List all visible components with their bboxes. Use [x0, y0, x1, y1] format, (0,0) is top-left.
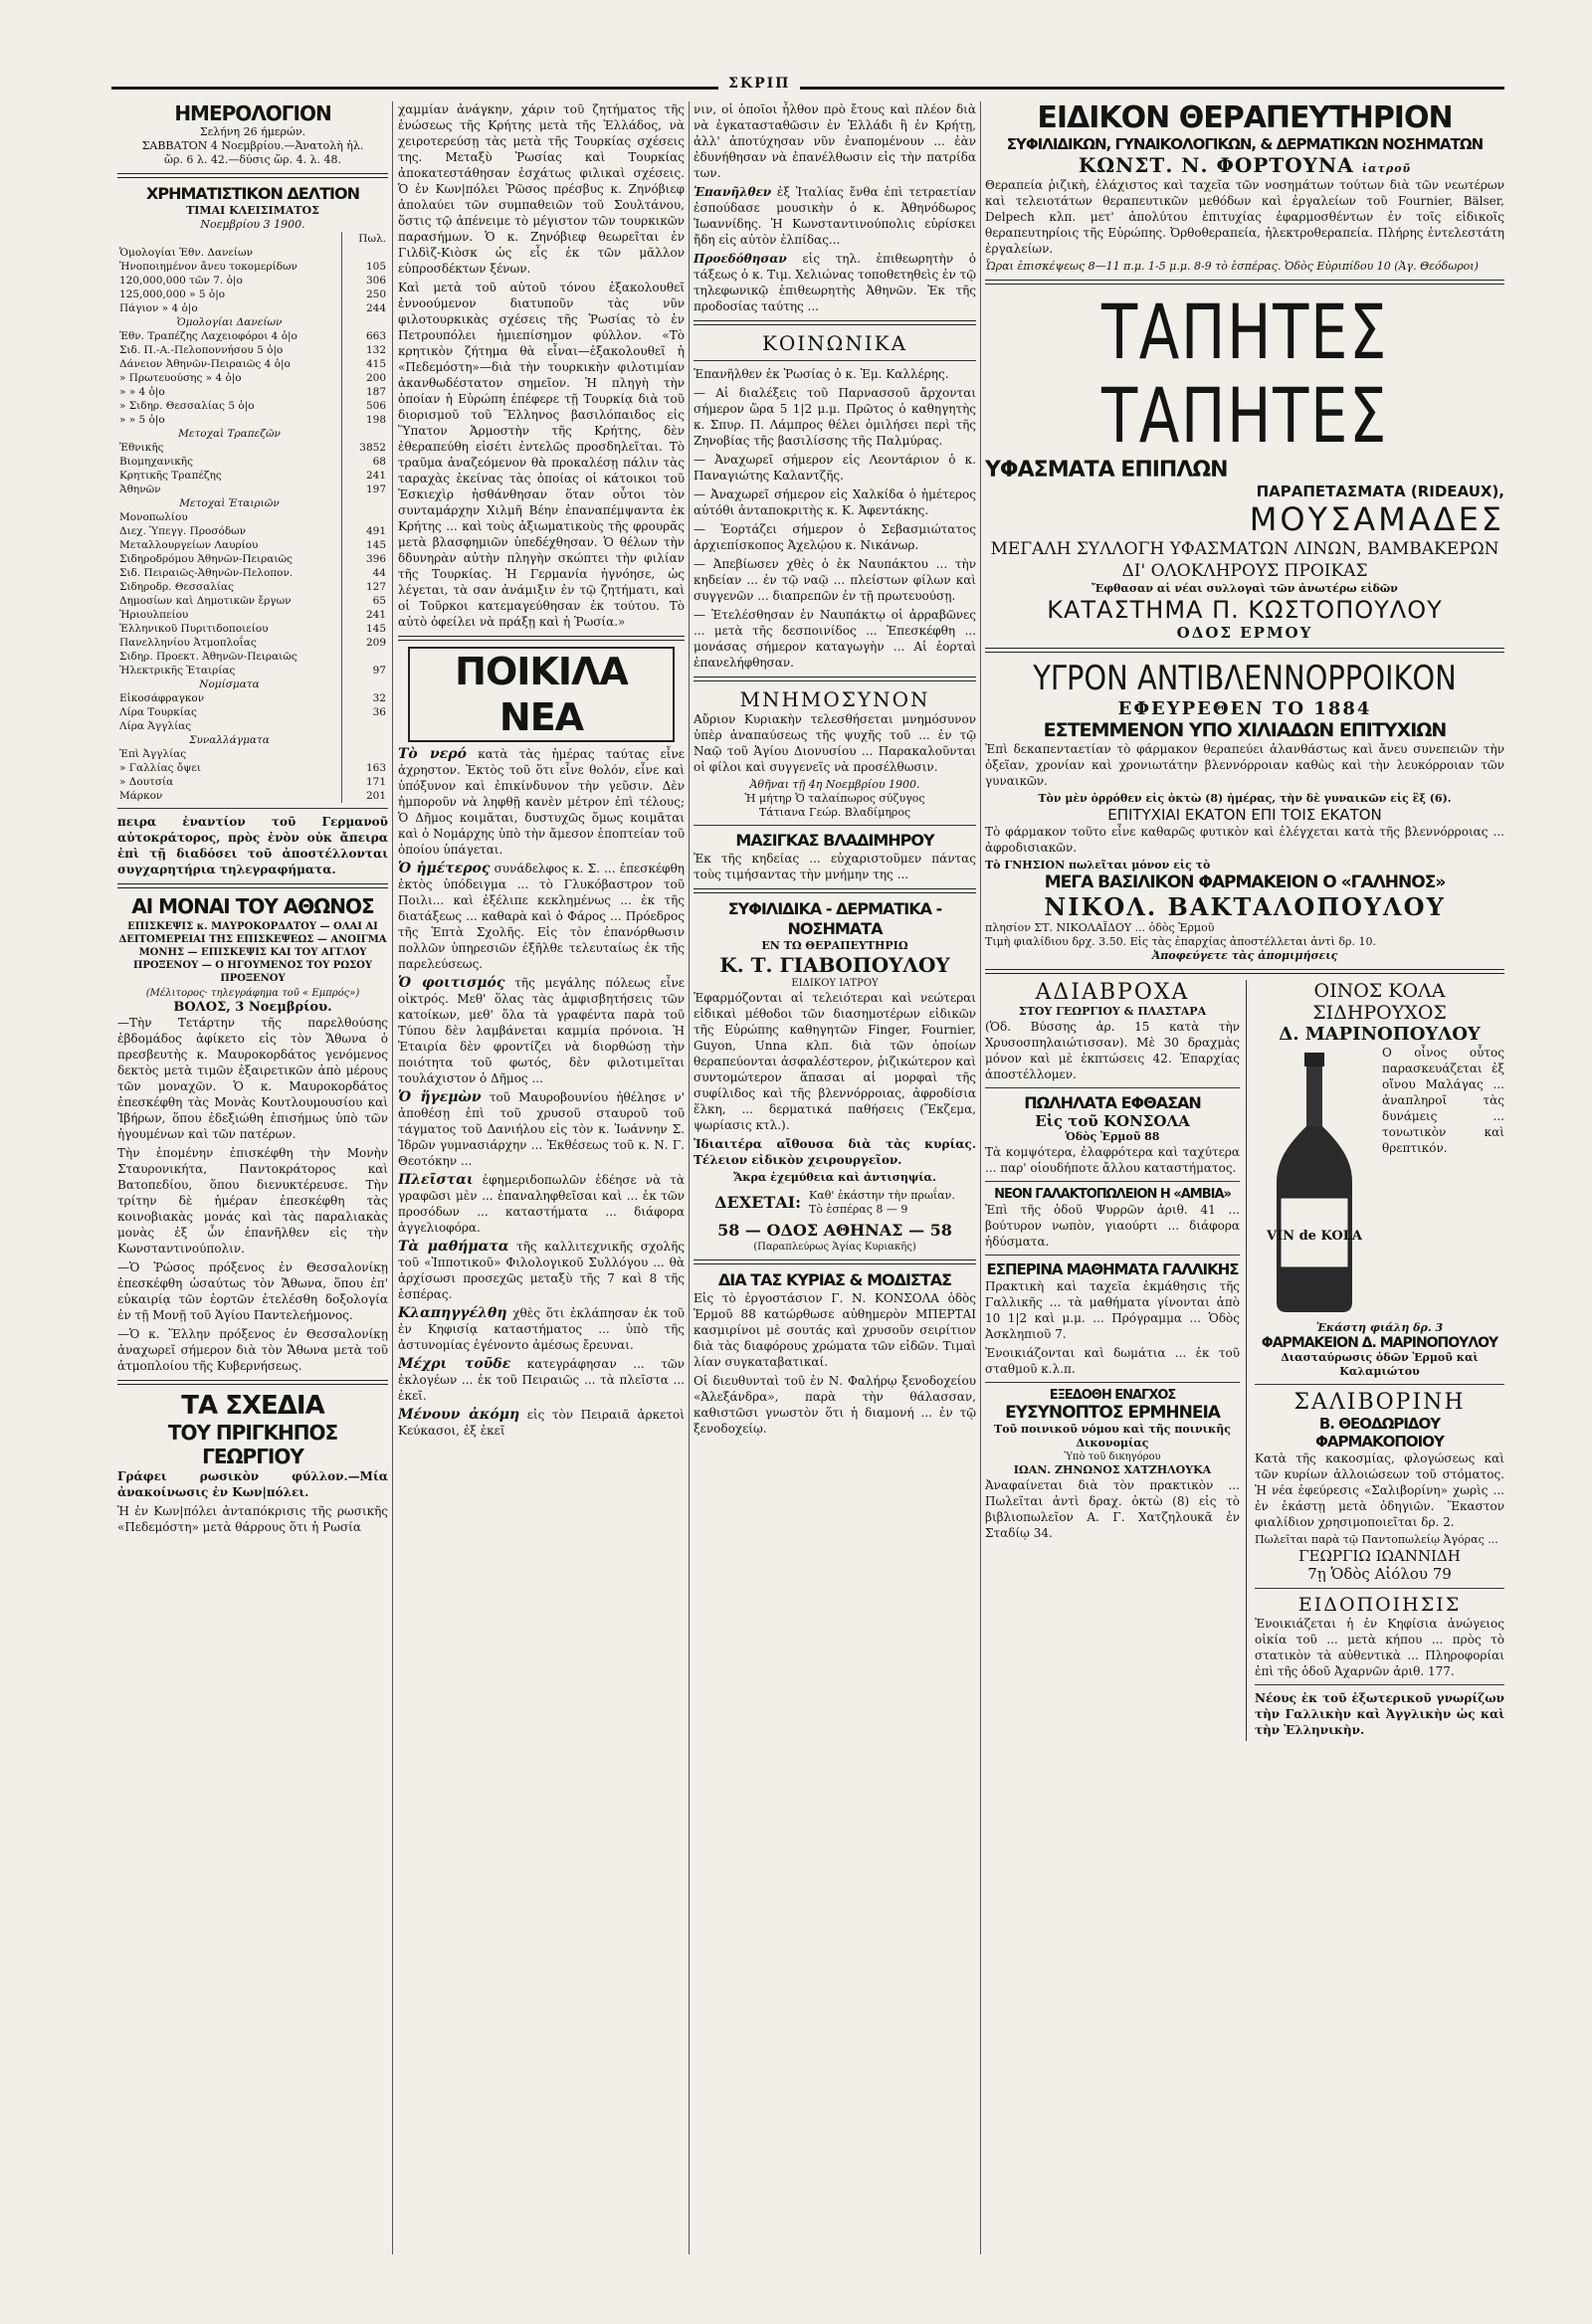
- syph-sub: ΕΝ ΤΩ ΘΕΡΑΠΕΥΤΗΡΙΩ: [761, 939, 908, 952]
- rates-value: 197: [342, 483, 389, 496]
- poikila-item-head: Ὁ φοιτισμός: [398, 975, 505, 991]
- column-3: [694, 101, 976, 2254]
- poikila-item: [398, 1172, 685, 1236]
- rates-label: Σιδ. Π.-Α.-Πελοποννήσου 5 ὀ|ο: [119, 344, 284, 356]
- column-1: [117, 101, 388, 2254]
- rates-value: 306: [342, 274, 389, 288]
- poikila-item: [398, 1356, 685, 1404]
- monai-para: Τὴν ἑπομένην ἐπισκέφθη τὴν Μονὴν Σταυρονικήτα, Παντοκράτορος καὶ Βατοπεδίου, ὅπου διενυκτέρευσε. Τὴν τρίτην δὲ ἡμέραν ἐπεσκέφθη τὰς κοινοβιακὰς μονάς καὶ τὰς παραλιακὰς μονὰς ἐξ ὧν ἐπανῆλθεν εἰς τὴν Κωνσταντινούπολιν.: [117, 1146, 388, 1256]
- koinonika-item: — Ἐτελέσθησαν ἐν Ναυπάκτῳ οἱ ἀρραβῶνες ... μετὰ τῆς δεσποινίδος ... Ἐπεσκέφθη ... μονάσας σήμερον καταγωγὴν ... Αἱ ἑορταὶ ἐπανελήφθησαν.: [694, 608, 976, 670]
- rates-label: Λίρα Τουρκίας: [119, 706, 197, 718]
- oinos-price: Ἑκάστη φιάλη δρ. 3: [1315, 1321, 1444, 1334]
- adiavrocha-title: ΑΔΙΑΒΡΟΧΑ: [1035, 980, 1190, 1005]
- col3-para: νιν, οἱ ὁποῖοι ἦλθον πρὸ ἔτους καὶ πλέον διὰ νὰ ἐγκατασταθῶσιν ἐν Ἑλλάδι ἢ ἐν Κρήτῃ, ἀλλ' ἀποτύχησαν νῦν ἐναπομένουν ... ἐὰν ἐδυνήθησαν νὰ ἐπανέλθωσιν εἰς τὴν πατρίδα των.: [694, 102, 976, 180]
- rates-row: [117, 650, 388, 664]
- rates-value: 200: [342, 371, 389, 385]
- ygron-line1: ΕΦΕΥΡΕΘΕΝ ΤΟ 1884: [1117, 698, 1372, 719]
- ygron-line5: Τὸ φάρμακον τοῦτο εἶνε καθαρῶς φυτικὸν καὶ ἐλέγχεται κατὰ τῆς βλεννόρροιας ... ἀφροδισιακῶν.: [985, 825, 1504, 855]
- rates-label: » Γαλλίας ὄψει: [119, 762, 201, 774]
- therap-text: Θεραπεία ῥιζικὴ, ἐλάχιστος καὶ ταχεῖα τῶν νοσημάτων τούτων διὰ τῶν νεωτέρων καὶ τελειοτάτων θεραπευτικῶν μεθόδων καὶ ἐργαλείων τοῦ Fournier, Bälser, Delpech κλπ. μετ' ἀπολύτου ἐπιτυχίας ἐφαρμοσθέντων ἐν τοῖς εἰδικοῖς θεραπευτηρίοις τῆς Εὐρώπης. Ὀρθοθεραπεία, ἠλεκτροθεραπεία. Πλήρης ἐντελεστάτη ἐργαλείων.: [985, 178, 1504, 256]
- rates-label: » Σιδηρ. Θεσσαλίας 5 ὀ|ο: [119, 400, 255, 412]
- rates-row: [117, 385, 388, 399]
- market-title: ΧΡΗΜΑΤΙΣΤΙΚΟΝ ΔΕΛΤΙΟΝ: [146, 184, 359, 203]
- rates-label: Λίρα Ἀγγλίας: [119, 720, 192, 732]
- rates-value: [342, 427, 389, 441]
- ygron-title: ΥΓΡΟΝ ΑΝΤΙΒΛΕΝΝΟΡΡΟΙΚΟΝ: [1033, 659, 1457, 698]
- syph-address: 58 — ΟΔΟΣ ΑΘΗΝΑΣ — 58: [717, 1221, 952, 1240]
- rates-value: [342, 719, 389, 733]
- rates-row: [117, 455, 388, 469]
- ygron-text: Ἐπὶ δεκαπενταετίαν τὸ φάρμακον θεραπεύει ἀλανθάστως καὶ ἄνευ συνεπειῶν τὴν ὀξεῖαν, χρονίαν καὶ χρονιωτάτην βλεννόρροιαν καθὼς καὶ τὴν λευκόρροιαν τῶν γυναικῶν.: [985, 742, 1504, 788]
- monai-para: —Ὁ Ῥώσος πρόξενος ἐν Θεσσαλονίκῃ ἐπεσκέφθη ὡσαύτως τὸν Ἄθωνα, ὅπου ἐπ' εὐκαιρίᾳ τῶν ἑορτῶν ἐτελέσθη δοξολογία ἐν τῇ Μονῇ τοῦ Ἁγίου Παντελεήμονος.: [117, 1260, 388, 1322]
- rates-row: [117, 733, 388, 747]
- rates-value: 36: [342, 705, 389, 719]
- rates-value-header: Πωλ.: [342, 232, 389, 246]
- sxedia-para: Γράφει ρωσικὸν φύλλον.—Μία ἀνακοίνωσις ἐν Κων|πόλει.: [117, 1469, 388, 1499]
- monai-para: —Ὁ κ. Ἕλλην πρόξενος ἐν Θεσσαλονίκῃ ἀναχωρεῖ σήμερον διὰ τὸν Ἄθωνα μετὰ τοῦ ἀτμοπλοίου τῆς Κυβερνήσεως.: [117, 1327, 388, 1373]
- rates-label: Βιομηχανικῆς: [119, 456, 193, 468]
- koinonika-item: Ἐπανῆλθεν ἐκ Ῥωσίας ὁ κ. Ἐμ. Καλλέρης.: [694, 367, 949, 381]
- rates-row: [117, 524, 388, 538]
- rates-value: 68: [342, 455, 389, 469]
- oinos-column: [1255, 980, 1504, 1741]
- rates-row: [117, 608, 388, 622]
- salivorini-sub: Β. ΘΕΟΔΩΡΙΔΟΥ ΦΑΡΜΑΚΟΠΟΙΟΥ: [1315, 1415, 1444, 1451]
- rates-row: [117, 705, 388, 719]
- mnimosynon-sig2: Τάτιανα Γεώρ. Βλαδίμηρος: [758, 806, 911, 819]
- rates-row: [117, 510, 388, 524]
- rates-value: 201: [342, 789, 389, 803]
- rates-value: [342, 315, 389, 329]
- monai-lead: ΕΠΙΣΚΕΨΙΣ κ. ΜΑΥΡΟΚΟΡΔΑΤΟΥ — ΟΛΑΙ ΑΙ ΔΕΙΤΟΜΕΡΕΙΑΙ ΤΗΣ ΕΠΙΣΚΕΨΕΩΣ — ΑΝΟΙΓΜΑ ΜΟΝΗΣ — ΕΠΙΣΚΕΨΙΣ ΚΑΙ ΤΟΥ ΑΓΓΛΟΥ ΠΡΟΞΕΝΟΥ — Ο ΗΓΟΥΜΕΝΟΣ ΤΟΥ ΡΩΣΟΥ ΠΡΟΞΕΝΟΥ: [118, 921, 387, 984]
- column-4: [985, 101, 1504, 2254]
- therap-role: ἰατροῦ: [1361, 162, 1412, 175]
- rates-row: [117, 413, 388, 427]
- calendar-line1: Σελήνη 26 ήμερών.: [199, 125, 306, 138]
- rates-row: [117, 747, 388, 761]
- oinos-pharm: ΦΑΡΜΑΚΕΙΟΝ Δ. ΜΑΡΙΝΟΠΟΥΛΟΥ: [1261, 1335, 1498, 1351]
- rates-label: 125,000,000 » 5 ὀ|ο: [119, 289, 226, 300]
- rates-value: [342, 650, 389, 664]
- therap-title: ΕΙΔΙΚΟΝ ΘΕΡΑΠΕΥΤΗΡΙΟΝ: [1037, 101, 1453, 135]
- rates-value: 132: [342, 343, 389, 357]
- masigas-text: Ἐκ τῆς κηδείας ... εὐχαριστοῦμεν πάντας τοὺς τιμήσαντας τὴν μνήμην της ...: [694, 852, 976, 881]
- rates-row: [117, 538, 388, 552]
- rates-row: [117, 566, 388, 580]
- rates-label: Σιδηροδρόμου Ἀθηνῶν-Πειραιῶς: [119, 553, 293, 565]
- news-item-text: ἐξ Ἰταλίας ἔνθα ἐπὶ τετραετίαν ἐσπούδασε μουσικὴν ὁ κ. Ἀθηνόδωρος Ἰωαννίδης. Ἡ Κωνσταντινούπολις εὑρίσκει ἤδη εἰς αὐτὸν ἐλπίδας...: [694, 185, 976, 247]
- rates-value: [342, 678, 389, 691]
- kyries-text: Εἰς τὸ ἐργοστάσιον Γ. Ν. ΚΟΝΣΟΛΑ ὁδὸς Ἑρμοῦ 88 κατώρθωσε αὐθημερὸν ΜΠΕΡΤΑΙ κασμιρίνοι μὲ σουτάς καὶ χρυσοῦν σειρίτιον διὰ τὰς διαφόρους χρώματα τῶν εἰδῶν. Τιμαὶ λίαν συγκαταβατικαί.: [694, 1291, 976, 1369]
- poikila-item-text: εἰς τὸν Πειραιᾶ ἀρκετοὶ Κεύκασοι, ἐξ ἐκεῖ: [398, 1408, 685, 1438]
- news-item: [694, 184, 976, 248]
- rates-row: [117, 789, 388, 803]
- adiavrocha-sub: ΣΤΟΥ ΓΕΩΡΓΙΟΥ & ΠΛΑΣΤΑΡΑ: [1018, 1005, 1207, 1018]
- poikila-item-text: ἐφημεριδοπωλῶν ἐδέησε νὰ τὰ γραφῶσι μὲν ... ἐπαναληφθεῖσαι καὶ ... ἐκ τῶν προσόδων ... καταστήματα ... διάφορα ἀγγελιοφόρα.: [398, 1173, 685, 1235]
- eyvodos-sub: ΕΥΣΥΝΟΠΤΟΣ ΕΡΜΗΝΕΙΑ: [1005, 1403, 1220, 1423]
- calendar-title: ΗΜΕΡΟΛΟΓΙΟΝ: [174, 101, 331, 125]
- eyvodos-text: Ἀναφαίνεται διὰ τὸν πρακτικὸν ... Πωλεῖται ἀντὶ δραχ. ὀκτὼ (8) εἰς τὸ βιβλιοπωλεῖον Α. Γ. Χατζηλουκᾶ ἐν Σταδίῳ 34.: [985, 1478, 1240, 1540]
- wine-bottle-illustration: [1255, 1049, 1374, 1317]
- rates-value: [342, 246, 389, 260]
- syph-address-note: (Παραπλεύρως Ἁγίας Κυριακῆς): [753, 1242, 916, 1253]
- therap-sub: ΣΥΦΙΛΙΔΙΚΩΝ, ΓΥΝΑΙΚΟΛΟΓΙΚΩΝ, & ΔΕΡΜΑΤΙΚΩΝ ΝΟΣΗΜΑΤΩΝ: [1006, 135, 1484, 153]
- gallery-text: Ἐπὶ τῆς ὁδοῦ Ψυρρῶν ἀριθ. 41 ... βούτυρον νωπὸν, γιαούρτι ... διάφορα ἡδύσματα.: [985, 1203, 1240, 1249]
- rates-row: [117, 427, 388, 441]
- ygron-line8: ΝΙΚΟΛ. ΒΑΚΤΑΛΟΠΟΥΛΟΥ: [1044, 892, 1446, 921]
- tapites-line6: ΚΑΤΑΣΤΗΜΑ Π. ΚΩΣΤΟΠΟΥΛΟΥ: [1047, 596, 1443, 624]
- rates-label: Σιδηροδρ. Θεσσαλίας: [119, 581, 235, 593]
- rates-row: [117, 329, 388, 343]
- eyvodos-line1: Τοῦ ποινικοῦ νόμου καὶ τῆς ποινικῆς Δικονομίας: [994, 1423, 1231, 1450]
- rates-label: Δάνειον Ἀθηνῶν-Πειραιῶς 4 ὀ|ο: [119, 358, 291, 370]
- rates-value: 32: [342, 691, 389, 705]
- column-2: [398, 101, 685, 2254]
- poikila-item: [398, 1089, 685, 1169]
- rates-value: 187: [342, 385, 389, 399]
- koinonika-item: — Αἱ διαλέξεις τοῦ Παρνασσοῦ ἄρχονται σήμερον ὥρα 5 1|2 μ.μ. Πρῶτος ὁ καθηγητὴς κ. Σπυρ. Π. Λάμπρος θέλει ὁμιλήσει περὶ τῆς Ζηνοβίας τῆς βασιλίσσης τῆς Παλμύρας.: [694, 386, 976, 448]
- rates-value: 171: [342, 775, 389, 789]
- ygron-line6: Τὸ ΓΝΗΣΙΟΝ πωλεῖται μόνον εἰς τὸ: [985, 859, 1211, 872]
- sxedia-title: ΤΑ ΣΧΕΔΙΑ: [181, 1391, 324, 1421]
- rates-label: Μεταλλουργείων Λαυρίου: [119, 539, 259, 551]
- poikila-item-head: Ὁ ἡμέτερος: [398, 861, 491, 876]
- syph-doctor: Κ. Τ. ΓΙΑΒΟΠΟΥΛΟΥ: [719, 953, 950, 977]
- rates-row: [117, 761, 388, 775]
- ygron-line2: ΕΣΤΕΜΜΕΝΟΝ ΥΠΟ ΧΙΛΙΑΔΩΝ ΕΠΙΤΥΧΙΩΝ: [1043, 719, 1447, 741]
- monai-title: ΑΙ ΜΟΝΑΙ ΤΟΥ ΑΘΩΝΟΣ: [131, 894, 374, 918]
- rates-label: Μετοχαὶ Τραπεζῶν: [178, 428, 281, 440]
- rates-row: [117, 775, 388, 789]
- rates-label: Πανελληνίου Ἀτμοπλοΐας: [119, 637, 257, 649]
- monai-dateline: ΒΟΛΟΣ, 3 Νοεμβρίου.: [173, 1000, 332, 1015]
- rates-value: 250: [342, 288, 389, 301]
- bottle-label: VIN de KOLA: [1267, 1229, 1362, 1244]
- tapites-line2: ΠΑΡΑΠΕΤΑΣΜΑΤΑ (RIDEAUX),: [1256, 483, 1504, 500]
- poikila-item: [398, 1407, 685, 1439]
- rates-label: Νομίσματα: [199, 678, 260, 690]
- rates-label: Ἐθνικῆς: [119, 442, 164, 454]
- adiavrocha-ad: [985, 980, 1247, 1741]
- syph-hours-label: ΔΕΧΕΤΑΙ:: [714, 1193, 802, 1212]
- mnimosynon-title: ΜΝΗΜΟΣΥΝΟΝ: [739, 687, 930, 711]
- poikila-item-text: τῆς μεγάλης πόλεως εἶνε οἰκτρός. Μεθ' ὅλας τὰς ἀμφισβητήσεις τῶν κατοίκων, μεθ' ὅλα τὰ γραφέντα παρὰ τοῦ Τύπου δὲν λαμβάνεται καμμία πρόνοια. Ἡ Ἑταιρία δὲν φροντίζει νὰ διορθώσῃ τὴν ποιότητα τοῦ φωτός, δὲν φιλοτιμεῖται τουλάχιστον ὁ Δῆμος ...: [398, 976, 685, 1085]
- market-subtitle: ΤΙΜΑΙ ΚΛΕΙΣΙΜΑΤΟΣ: [186, 204, 319, 217]
- rates-label: Ἐπὶ Ἀγγλίας: [119, 748, 187, 760]
- rates-label: Σιδηρ. Προεκτ. Ἀθηνῶν-Πειραιῶς: [119, 651, 298, 663]
- mathimata-title: ΕΣΠΕΡΙΝΑ ΜΑΘΗΜΑΤΑ ΓΑΛΛΙΚΗΣ: [986, 1260, 1239, 1278]
- rates-row: [117, 301, 388, 315]
- rates-value: 244: [342, 301, 389, 315]
- rates-row: [117, 441, 388, 455]
- rates-label: » » 4 ὀ|ο: [119, 386, 165, 398]
- rates-value: 145: [342, 622, 389, 636]
- rates-value: 491: [342, 524, 389, 538]
- rates-value: 97: [342, 664, 389, 678]
- news-item-head: Ἐπανῆλθεν: [694, 185, 772, 199]
- rates-value: [342, 733, 389, 747]
- rates-row: [117, 357, 388, 371]
- col2-para: Καὶ μετὰ τοῦ αὐτοῦ τόνου ἐξακολουθεῖ ἐννοούμενον διατυποῦν τὰς νῦν φιλοτουρκικὰς σχέσεις τῆς Ῥωσίας τὸ ἐν Πετρουπόλει ἡμιεπίσημον φύλλον. «Τὸ κρητικὸν ζήτημα θὰ εἶναι—ἐξακολουθεῖ ἡ «Πεδεμόστη»—διὰ τὴν τουρκικὴν φιλοτιμίαν ἀκανθωδέστατον σημεῖον. Ἡ πληγὴ τὴν ὁποίαν ἡ Εὐρώπη ἐπέφερε τῇ Τουρκίᾳ διὰ τοῦ διορισμοῦ τοῦ Ἕλληνος βασιλόπαιδος εἰς Ὕπατον Ἁρμοστὴν τῆς Κρήτης, δὲν ἐθεραπεύθη εἰσέτι ἐντελῶς προσδηλεῖται. Τὸ τραῦμα ἀναζεόμενον θὰ προκαλέσῃ πάλιν τὰς ταραχὰς ἐκείνας τὰς ὁποίας οἱ κάτοικοι τοῦ Ἐσκιεχὶρ ἠσθάνθησαν ὅταν οὗτοι τὸν συνταμάρχην Χιλμῆ Βέην ἐπαναπέμψαντα ἐκ Κρήτης ... καὶ τοὺς ἀξιωματικοὺς τῆς φρουρᾶς μετὰ βλασφημιῶν ὑπεδέχθησαν. Ὁ θέλων τὴν δδυνηρὰν αὐτὴν πληγὴν σκώπτει τὴν φιλίαν τῆς Τουρκίας. Ἡ Γερμανία ἠγνόησε, ὡς λέγεται, τὰ σαν ἀνάμιξιν ἐν τῷ ζητήματι, καὶ οἱ Τοῦρκοι κατεμαγεύθησαν ἐκ τούτου. Τὸ αὐτὸ ὀφείλει νὰ πράξῃ καὶ ἡ Ῥωσία.»: [398, 281, 685, 629]
- therap-hours: Ὧραι ἐπισκέψεως 8—11 π.μ. 1-5 μ.μ. 8-9 τὸ ἑσπέρας. Ὁδὸς Εὐριπίδου 10 (Ἀγ. Θεόδωροι): [985, 260, 1479, 273]
- rates-label: Δημοσίων καὶ Δημοτικῶν ἔργων: [119, 595, 292, 607]
- rates-value: 241: [342, 469, 389, 483]
- eidopoiisis-title: ΕΙΔΟΠΟΙΗΣΙΣ: [1297, 1594, 1462, 1616]
- poikila-item: [398, 861, 685, 972]
- poikila-item: [398, 1305, 685, 1353]
- rates-value: 65: [342, 594, 389, 608]
- poikila-item-text: κατὰ τὰς ἡμέρας ταύτας εἶνε ἀχρηστον. Ἐκτὸς τοῦ ὅτι εἶνε θολόν, εἶνε καὶ ὑπόξυνον καὶ ἐπικίνδυνον τὴν γεῦσιν. Δὲν ἡμποροῦν νὰ ληφθῇ κανὲν μέτρον ἐπὶ τέλους; Ὁ Δῆμος κοιμᾶται, δυστυχῶς ὅμως κοιμᾶται καὶ ὁ Νομάρχης ὑπὸ τὴν ἄμεσον ἐποπτείαν τοῦ ὁποίου ὑπάγεται.: [398, 747, 685, 857]
- rates-row: [117, 274, 388, 288]
- rates-label: Ἡνοποιημένον ἄνευ τοκομερίδων: [119, 261, 298, 273]
- rates-value: 663: [342, 329, 389, 343]
- poikila-item-head: Τὸ νερό: [398, 746, 467, 762]
- tapites-line4: ΜΕΓΑΛΗ ΣΥΛΛΟΓΗ ΥΦΑΣΜΑΤΩΝ ΛΙΝΩΝ, ΒΑΜΒΑΚΕΡΩΝ ΔΙ' ΟΛΟΚΛΗΡΟΥΣ ΠΡΟΙΚΑΣ: [990, 539, 1499, 581]
- sale-sub: Εἰς τοῦ ΚΟΝΣΟΛΑ: [1035, 1112, 1190, 1130]
- rates-row: [117, 399, 388, 413]
- rates-row: [117, 580, 388, 594]
- rates-row: [117, 636, 388, 650]
- salivorini-title: ΣΑΛΙΒΟΡΙΝΗ: [1294, 1390, 1466, 1415]
- eyvodos-title: ΕΞΕΔΟΘΗ ΕΝΑΓΧΟΣ: [1049, 1388, 1176, 1403]
- rates-row: [117, 315, 388, 329]
- rates-label: Ἠλεκτρικῆς Ἑταιρίας: [119, 665, 236, 677]
- gallery-title: ΝΕΟΝ ΓΑΛΑΚΤΟΠΩΛΕΙΟΝ Η «ΑΜΒΙΑ»: [994, 1187, 1231, 1202]
- rates-value: 506: [342, 399, 389, 413]
- rates-row: [117, 719, 388, 733]
- rates-label: Κρητικῆς Τραπέζης: [119, 470, 222, 482]
- bottom-notice: Νέους ἐκ τοῦ ἐξωτερικοῦ γνωρίζων τὴν Γαλλικὴν καὶ Ἀγγλικὴν ὡς καὶ τὴν Ἑλληνικὴν.: [1255, 1691, 1504, 1737]
- rates-label: Ὁμολογίαι Δανείων: [176, 316, 283, 328]
- page-top-rule: [111, 78, 1504, 96]
- kyries-extra: Οἱ διευθυνταὶ τοῦ ἐν Ν. Φαλήρῳ ξενοδοχείου «Ἀλεξάνδρα», παρὰ τὴν θάλασσαν, καθιστῶσι γνωστὸν ὅτι ἡ διαμονή ... ἐν τῷ ξενοδοχείῳ.: [694, 1374, 976, 1436]
- ygron-line9: πλησίον ΣΤ. ΝΙΚΟΛΑΪΔΟΥ ... ὁδὸς Ἑρμοῦ: [985, 921, 1215, 934]
- poikila-item: [398, 1239, 685, 1302]
- rates-row: [117, 664, 388, 678]
- rates-label: Πάγιον » 4 ὀ|ο: [119, 302, 198, 314]
- rates-value: 396: [342, 552, 389, 566]
- poikila-item-head: Κλαπηγγέλθη: [398, 1305, 507, 1321]
- rates-value: 163: [342, 761, 389, 775]
- salivorini-text: Κατὰ τῆς κακοσμίας, φλογώσεως καὶ τῶν κυρίων ἀλλοιώσεων τοῦ στόματος. Ἡ νέα ἐφεύρεσις «Σαλιβορίνη» χωρὶς ... ἐν ἑκάστῃ μετὰ ὀδηγιῶν. Ἕκαστον φιαλίδιον χρησιμοποιεῖται δρ. 2.: [1255, 1452, 1504, 1529]
- eyvodos-author: ΙΩΑΝ. ΖΗΝΩΝΟΣ ΧΑΤΖΗΛΟΥΚΑ: [1013, 1463, 1212, 1476]
- rates-value: 127: [342, 580, 389, 594]
- market-date: Νοεμβρίου 3 1900.: [200, 218, 305, 231]
- rates-label: » Πρωτευούσης » 4 ὀ|ο: [119, 372, 242, 384]
- poikila-item: [398, 975, 685, 1086]
- syph-role: ΕΙΔΙΚΟΥ ΙΑΤΡΟΥ: [791, 978, 879, 989]
- monai-para: —Τὴν Τετάρτην τῆς παρελθούσης ἑβδομάδος ἀφίκετο εἰς τὸν Ἄθωνα ὁ πρεσβευτὴς κ. Μαυροκορδάτος γενόμενος δεκτὸς μετὰ τιμῶν ἐξαιρετικῶν ἀπὸ μέρους τῶν μοναχῶν. Ὁ κ. Μαυροκορδάτος ἐπεσκέφθη τὰς Μονὰς Κουτλουμουσίου καὶ Ἰβήρων, ὅπου ἐδεξιώθη ἐπισήμως ὑπὸ τῶν ἡγουμένων καὶ τῶν πατέρων.: [117, 1016, 388, 1141]
- poikila-item-text: τῆς καλλιτεχνικῆς σχολῆς τοῦ «Ἰπποτικοῦ» Φιλολογικοῦ Συλλόγου ... θὰ ἀρχίσωσι προσεχῶς μεταξὺ τῆς 7 καὶ 8 τῆς ἑσπέρας.: [398, 1240, 685, 1301]
- poikila-item-head: Μένουν ἀκόμη: [398, 1407, 520, 1423]
- koinonika-item: — Ἀναχωρεῖ σήμερον εἰς Χαλκίδα ὁ ἡμέτερος αὐτόθι ἀνταποκριτὴς κ. Κ. Ἀφεντάκης.: [694, 487, 976, 517]
- rates-header-row: [117, 232, 388, 246]
- poikila-item-text: συνάδελφος κ. Σ. ... ἐπεσκέφθη ἐκτὸς ὑπόδειγμα ... τὸ Γλυκόβαστρον τοῦ Ποιλι... καὶ ἐξέλιπε κεκλημένως ... ἐκ τῆς διατάξεως ... καθαρὰ καὶ ὁ Φάρος ... Πρόεδρος τῆς Ἑπτὰ Σχολῆς. Εἰς τὸν ἐπανόρθωσιν πολλῶν ὑπηρεσιῶν ἐξῆλθε τελευταίως ἐκ τῆς παρελεύσεως.: [398, 862, 685, 971]
- calendar-line3: ὥρ. 6 λ. 42.—δύσις ὥρ. 4. λ. 48.: [163, 153, 342, 166]
- syph-note: Ἄκρα ἐχεμύθεια καὶ ἀντισηψία.: [733, 1171, 936, 1184]
- tapites-line3: ΜΟΥΣΑΜΑΔΕΣ: [1249, 500, 1504, 538]
- rates-row: [117, 260, 388, 274]
- koinonika-item: — Ἑορτάζει σήμερον ὁ Σεβασμιώτατος ἀρχιεπίσκοπος Ἀχελῴου κ. Νικάνωρ.: [694, 522, 976, 552]
- tapites-line5: Ἔφθασαν αἱ νέαι συλλογαὶ τῶν ἀνωτέρω εἰδῶν: [1092, 582, 1398, 595]
- poikila-item-head: Ὁ ἥγεμὼν: [398, 1089, 482, 1105]
- rates-label: Μάρκον: [119, 790, 163, 802]
- koinonika-title: ΚΟΙΝΩΝΙΚΑ: [761, 331, 908, 355]
- salivorini-addr: 7ῃ Ὁδὸς Αἰόλου 79: [1307, 1565, 1452, 1583]
- rates-value: 44: [342, 566, 389, 580]
- monai-source: (Μέλιτορος· τηλεγράφημα τοῦ « Εμπρός»): [145, 988, 360, 999]
- poikila-item-text: τοῦ Μαυροβουνίου ἠθέλησε ν' ἀποθέσῃ ἐπὶ τοῦ χρυσοῦ σταυροῦ τοῦ τάγματος τοῦ Δανιήλου εἰς τὸν κ. Ἰωάννην Σ. Ἰδρῶν γυμνασιάρχην ... Ἐκθέσεως τοῦ κ. Ν. Γ. Θεοτόκην ...: [398, 1090, 685, 1168]
- therap-doctor: ΚΩΝΣΤ. Ν. ΦΟΡΤΟΥΝΑ: [1078, 153, 1354, 177]
- tapites-line7: ΟΔΟΣ ΕΡΜΟΥ: [1176, 624, 1313, 642]
- sale-title: ΠΩΛΗΛΑΤΑ ΕΦΘΑΣΑΝ: [1024, 1093, 1201, 1112]
- syph-hours1: Καθ' ἑκάστην τὴν πρωΐαν.: [809, 1189, 955, 1202]
- page-label: ΣΚΡΙΠ: [718, 76, 800, 92]
- rates-label: Ὁμολογίαι Ἐθν. Δανείων: [119, 247, 253, 259]
- poikila-item-head: Μέχρι τοῦδε: [398, 1356, 511, 1372]
- rates-table: [117, 232, 388, 803]
- oinos-addr: Διασταύρωσις ὁδῶν Ἑρμοῦ καὶ Καλαμιώτου: [1281, 1351, 1479, 1378]
- koinonika-list: [694, 366, 976, 671]
- rates-label: Σιδ. Πειραιῶς-Ἀθηνῶν-Πελοπον.: [119, 567, 294, 579]
- mathimata-text: Πρακτικὴ καὶ ταχεῖα ἐκμάθησις τῆς Γαλλικῆς ... τὰ μαθήματα γίνονται ἀπὸ 10 1|2 καὶ μ.μ. ... Πρόγραμμα ... Ὁδὸς Ἀσκληπιοῦ 7.: [985, 1279, 1240, 1341]
- poikila-item: [398, 746, 685, 858]
- rates-value: 415: [342, 357, 389, 371]
- rates-label: Συναλλάγματα: [189, 734, 270, 746]
- eyvodos-line2: Ὑπὸ τοῦ δικηγόρου: [1064, 1452, 1161, 1462]
- rates-label: Ἠριουλπείου: [119, 609, 189, 621]
- rates-value: [342, 510, 389, 524]
- rates-value: [342, 496, 389, 510]
- news-item-head: Προεδόθησαν: [694, 252, 787, 266]
- eidopoiisis-text: Ἐνοικιάζεται ἡ ἐν Κηφίσια ἀνώγειος οἰκία τοῦ ... μετὰ κήπου ... πρὸς τὸ στατικὸν τὰ αὐθεντικὰ ... Πληροφορίαι ἐπὶ τῆς ὁδοῦ Ἀχαρνῶν ἀριθ. 177.: [1255, 1617, 1504, 1678]
- oinos-sub: Δ. ΜΑΡΙΝΟΠΟΥΛΟΥ: [1279, 1024, 1481, 1045]
- rates-row: [117, 288, 388, 301]
- rates-label: Εἰκοσάφραγκον: [119, 692, 205, 704]
- syph-text: Ἐφαρμόζονται αἱ τελειότεραι καὶ νεώτεραι εἰδικαὶ μέθοδοι τῶν διασημοτέρων εἰδικῶν τῆς Εὐρώπης καθηγητῶν Finger, Fournier, Guyon, Unna κλπ. διὰ τῶν ὁποίων θεραπεύονται ἀσφαλέστερον, ῥιζικώτερον καὶ συντομώτερον ἅπασαι αἱ μορφαὶ τῆς συφίλιδος καὶ τῆς βλεννόρροιας, ἀφροδίσια ἕλκη, ... δερματικά παθήσεις (Ἔκζεμα, ψωρίασις κτλ.).: [694, 991, 976, 1132]
- rates-label: » Δουτσία: [119, 776, 174, 788]
- tapites-title: ΤΑΠΗΤΕΣ ΤΑΠΗΤΕΣ: [1101, 288, 1388, 460]
- mnimosynon-sig1: Ἡ μήτηρ Ὁ ταλαίπωρος σύζυγος: [744, 792, 925, 805]
- masigas-title: ΜΑΣΙΓΚΑΣ ΒΛΑΔΙΜΗΡΟΥ: [735, 831, 934, 850]
- ygron-line4: ΕΠΙΤΥΧΙΑΙ ΕΚΑΤΟΝ ΕΠΙ ΤΟΙΣ ΕΚΑΤΟΝ: [1107, 806, 1382, 824]
- rates-row: [117, 469, 388, 483]
- koinonika-item: — Ἀναχωρεῖ σήμερον εἰς Λεοντάριον ὁ κ. Παναγιώτης Καλαντζῆς.: [694, 453, 976, 483]
- adiavrocha-text: (Ὁδ. Βύσσης ἀρ. 15 κατὰ τὴν Χρυσοσπηλαιώτισσαν). Μὲ 30 δραχμὰς μόνον καὶ μὲ ἐκπτώσεις 42. Ἐπαρχίας ἀποστέλλομεν.: [985, 1020, 1240, 1081]
- rates-value: 145: [342, 538, 389, 552]
- syph-hours2: Τὸ ἑσπέρας 8 — 9: [809, 1203, 908, 1216]
- mnimosynon-date: Ἀθῆναι τῇ 4η Νοεμβρίου 1900.: [749, 778, 920, 791]
- rates-value: 198: [342, 413, 389, 427]
- rates-row: [117, 343, 388, 357]
- news-item: [694, 251, 976, 314]
- ygron-line10: Τιμὴ φιαλίδιου δρχ. 3.50. Εἰς τὰς ἐπαρχίας ἀποστέλλεται ἀντὶ δρ. 10.: [985, 935, 1376, 948]
- tapites-line1: ΥΦΑΣΜΑΤΑ ΕΠΙΠΛΩΝ: [985, 458, 1228, 483]
- kyries-title: ΔΙΑ ΤΑΣ ΚΥΡΙΑΣ & ΜΟΔΙΣΤΑΣ: [717, 1270, 952, 1289]
- intro-text: πειρα ἐναντίον τοῦ Γερμανοῦ αὐτοκράτορος, πρὸς ἐνὸν οὐκ ἄπειρα ἐπὶ τῇ διαδόσει τοῦ ἀποστέλλονται συγχαρητήρια τηλεγραφήματα.: [117, 815, 388, 876]
- poikila-item-text: κατεγράφησαν ... τῶν ἐκλογέων ... ἐκ τοῦ Πειραιῶς ... τὰ πλεῖστα ... ἐκεῖ.: [398, 1357, 685, 1403]
- rates-label: 120,000,000 τῶν 7. ὀ|ο: [119, 275, 243, 287]
- rates-row: [117, 496, 388, 510]
- poikila-title: ΠΟΙΚΙΛΑ ΝΕΑ: [408, 647, 675, 742]
- rates-row: [117, 483, 388, 496]
- ygron-line7: ΜΕΓΑ ΒΑΣΙΛΙΚΟΝ ΦΑΡΜΑΚΕΙΟΝ Ο «ΓΑΛΗΝΟΣ»: [1044, 872, 1446, 892]
- salivorini-sale: Πωλεῖται παρὰ τῷ Παντοπωλείῳ Ἀγόρας ...: [1255, 1533, 1498, 1546]
- rates-label: Μονοπωλίου: [119, 511, 188, 523]
- syph-title: ΣΥΦΙΛΙΔΙΚΑ - ΔΕΡΜΑΤΙΚΑ - ΝΟΣΗΜΑΤΑ: [727, 899, 942, 938]
- rates-label: » » 5 ὀ|ο: [119, 414, 165, 426]
- rates-row: [117, 552, 388, 566]
- ygron-line3: Τὸν μὲν ὀρρόθεν εἰς ὀκτὼ (8) ἡμέρας, τὴν δὲ γυναικῶν εἰς ἓξ (6).: [1038, 792, 1452, 805]
- news-list: [694, 184, 976, 314]
- poikila-item-head: Πλεῖσται: [398, 1172, 474, 1188]
- rates-row: [117, 594, 388, 608]
- rates-label: Ἐθν. Τραπέζης Λαχειοφόροι 4 ὀ|ο: [119, 330, 298, 342]
- oinos-text: Ο οἶνος οὗτος παρασκευάζεται ἐξ οἴνου Μαλάγας ... ἀναπληροῖ τὰς δυνάμεις ... τονωτικὸν καὶ θρεπτικόν.: [1382, 1046, 1504, 1155]
- rates-row: [117, 678, 388, 691]
- oinos-title: ΟΙΝΟΣ ΚΟΛΑ ΣΙΔΗΡΟΥΧΟΣ: [1312, 980, 1447, 1024]
- mnimosynon-text: Αὔριον Κυριακὴν τελεσθήσεται μνημόσυνον ὑπὲρ ἀναπαύσεως τῆς ψυχῆς τοῦ ... ἐν τῷ Ναῷ τοῦ Ἁγίου Διονυσίου ... Παρακαλοῦνται οἱ φίλοι καὶ συγγενεῖς νὰ προσέλθωσιν.: [694, 712, 976, 774]
- rates-label: Διεχ. Ὑπεγγ. Προσόδων: [119, 525, 247, 537]
- rates-value: 209: [342, 636, 389, 650]
- koinonika-item: — Ἀπεβίωσεν χθὲς ὁ ἐκ Ναυπάκτου ... τὴν κηδείαν ... ἐν τῷ ναῷ ... πλείστων φίλων καὶ συγγενῶν ... διαπρεπῶν ἐν τῇ πρωτευούσῃ.: [694, 557, 976, 603]
- rates-row: [117, 246, 388, 260]
- rates-label: Ἑλληνικοῦ Πυριτιδοποιείου: [119, 623, 269, 635]
- poikila-item-head: Τὰ μαθήματα: [398, 1239, 509, 1255]
- rates-value: 241: [342, 608, 389, 622]
- sxedia-para: Ἡ ἐν Κων|πόλει ἀνταπόκρισις τῆς ρωσικῆς «Πεδεμόστη» μετὰ θάρρους ὅτι ἡ Ρωσία: [117, 1504, 388, 1534]
- calendar-line2: ΣΑΒΒΑΤΟΝ 4 Νοεμβρίου.—Ἀνατολὴ ἡλ.: [141, 139, 364, 152]
- rates-value: 105: [342, 260, 389, 274]
- sale-addr: Ὁδὸς Ἑρμοῦ 88: [1065, 1130, 1160, 1143]
- sxedia-subtitle: ΤΟΥ ΠΡΙΓΚΗΠΟΣ ΓΕΩΡΓΙΟΥ: [167, 1421, 338, 1468]
- poikila-list: [398, 746, 685, 1439]
- sale-text: Τὰ κομψότερα, ἐλαφρότερα καὶ ταχύτερα ... παρ' οἱουδήποτε ἄλλου καταστήματος.: [985, 1145, 1240, 1175]
- poikila-item-text: χθὲς ὅτι ἐκλάπησαν ἐκ τοῦ ἐν Κηφισίᾳ καταστήματος ... ὑπὸ τῆς ἀστυνομίας ἐγένοντο ἀμέσως ἔρευναι.: [398, 1306, 685, 1352]
- rates-label: Μετοχαὶ Ἑταιριῶν: [179, 497, 280, 509]
- rates-value: 3852: [342, 441, 389, 455]
- rates-row: [117, 622, 388, 636]
- rates-value: [342, 747, 389, 761]
- mathimata-rent: Ἐνοικιάζονται καὶ δωμάτια ... ἐκ τοῦ σταθμοῦ κ.λ.π.: [985, 1346, 1240, 1376]
- rates-row: [117, 371, 388, 385]
- syph-extra: Ἰδιαιτέρα αἴθουσα διὰ τὰς κυρίας. Τέλειον εἰδικὸν χειρουργεῖον.: [694, 1137, 976, 1167]
- rates-row: [117, 691, 388, 705]
- col2-para: χαμμίαν ἀνάγκην, χάριν τοῦ ζητήματος τῆς ἑνώσεως τῆς Κρήτης μετὰ τῆς Ἑλλάδος, νὰ χειροτερεύσῃ τὰς μετὰ τῆς Τουρκίας σχέσεις της. Μεταξὺ Ῥωσίας καὶ Τουρκίας ἀποκατεστάθησαν ἐσχάτως φιλικαὶ σχέσεις. Ὁ ἐν Κων|πόλει Ῥῶσος πρέσβυς κ. Ζηνόβιεφ ἀπολαύει τῶν συμπαθειῶν τοῦ Σουλτάνου, ὅστις τῷ ἀπένειμε τὸ μέγιστον τῶν τουρκικῶν παρασήμων. Ὁ κ. Ζηνόβιεφ θεωρεῖται ἐν Γιλδὶζ-Κιὸσκ ὡς εἷς ἐκ τῶν μᾶλλον εὐπροσδέκτων ξένων.: [398, 102, 685, 276]
- ygron-line11: Ἀποφεύγετε τὰς ἀπομιμήσεις: [1151, 949, 1338, 962]
- rates-label: Ἀθηνῶν: [119, 484, 161, 495]
- salivorini-name: ΓΕΩΡΓΙΩ ΙΩΑΝΝΙΔΗ: [1298, 1547, 1461, 1565]
- news-item-text: εἰς τηλ. ἐπιθεωρητὴν ὁ τάξεως ὁ κ. Τιμ. Χελιώνας τοποθετηθεὶς ἐν τῷ τηλεφωνικῷ ἐπιθεωρητὴς Ἀθηνῶν. Ἐκ τῆς προδοσίας ταύτης ...: [694, 252, 976, 313]
